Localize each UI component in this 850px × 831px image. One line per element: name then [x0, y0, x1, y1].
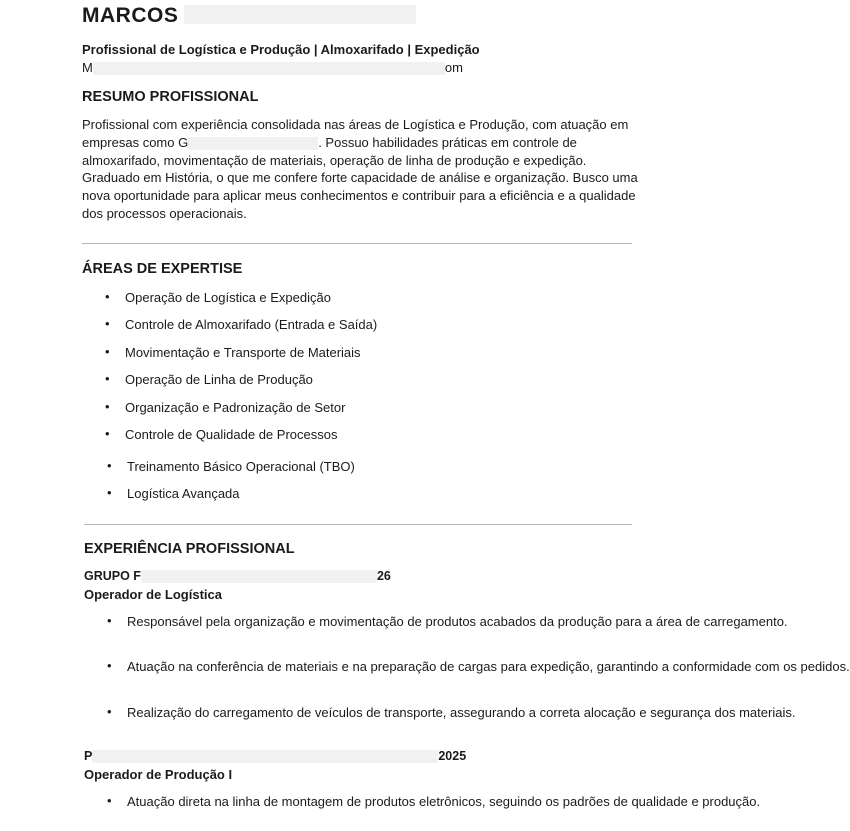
- list-item: • Movimentação e Transporte de Materiais: [125, 345, 361, 360]
- job-role: Operador de Produção I: [84, 767, 233, 782]
- list-item: • Responsável pela organização e movimentação de produtos acabados da produção para a área de carregamento.: [127, 613, 637, 631]
- list-item: • Treinamento Básico Operacional (TBO): [127, 459, 355, 474]
- list-item: • Operação de Linha de Produção: [125, 372, 313, 387]
- list-item: • Operação de Logística e Expedição: [125, 290, 331, 305]
- summary-heading: RESUMO PROFISSIONAL: [82, 89, 259, 105]
- job-company: P 2025: [84, 749, 467, 763]
- expertise-heading: ÁREAS DE EXPERTISE: [82, 261, 243, 277]
- redacted-company-details: [92, 750, 438, 763]
- list-item: • Logística Avançada: [127, 486, 240, 501]
- list-item: • Organização e Padronização de Setor: [125, 400, 345, 415]
- job-role: Operador de Logística: [84, 587, 222, 602]
- list-item: • Controle de Qualidade de Processos: [125, 427, 337, 442]
- redacted-contact: [93, 62, 445, 75]
- experience-heading: EXPERIÊNCIA PROFISSIONAL: [84, 541, 295, 557]
- redacted-surname: [184, 5, 416, 24]
- contact-line: M om: [82, 60, 463, 75]
- list-item: • Atuação na conferência de materiais e na preparação de cargas para expedição, garantindo a conformidade com os pedidos.: [127, 658, 637, 676]
- section-divider: [82, 243, 632, 244]
- list-item: • Controle de Almoxarifado (Entrada e Saída): [125, 317, 377, 332]
- section-divider: [84, 524, 632, 525]
- professional-tagline: Profissional de Logística e Produção | Almoxarifado | Expedição: [82, 42, 480, 57]
- job-company: GRUPO F 26: [84, 569, 391, 583]
- summary-paragraph: Profissional com experiência consolidada nas áreas de Logística e Produção, com atuação em empresas como G . Possuo habilidades práticas em controle de almoxarifado, movimentação de materiais, operação de linha de produção e expedição. Graduado em História, o que me confere forte capacidade de análise e organização. Busco uma nova oportunidade para aplicar meus conhecimentos e contribuir para a eficiência e a qualidade dos processos operacionais.: [82, 117, 638, 221]
- candidate-name: MARCOS: [82, 4, 416, 28]
- redacted-company: [188, 137, 318, 150]
- list-item: • Realização do carregamento de veículos de transporte, assegurando a correta alocação e segurança dos materiais.: [127, 704, 637, 722]
- list-item: • Atuação direta na linha de montagem de produtos eletrônicos, seguindo os padrões de qualidade e produção.: [127, 793, 637, 811]
- redacted-company-details: [141, 570, 377, 583]
